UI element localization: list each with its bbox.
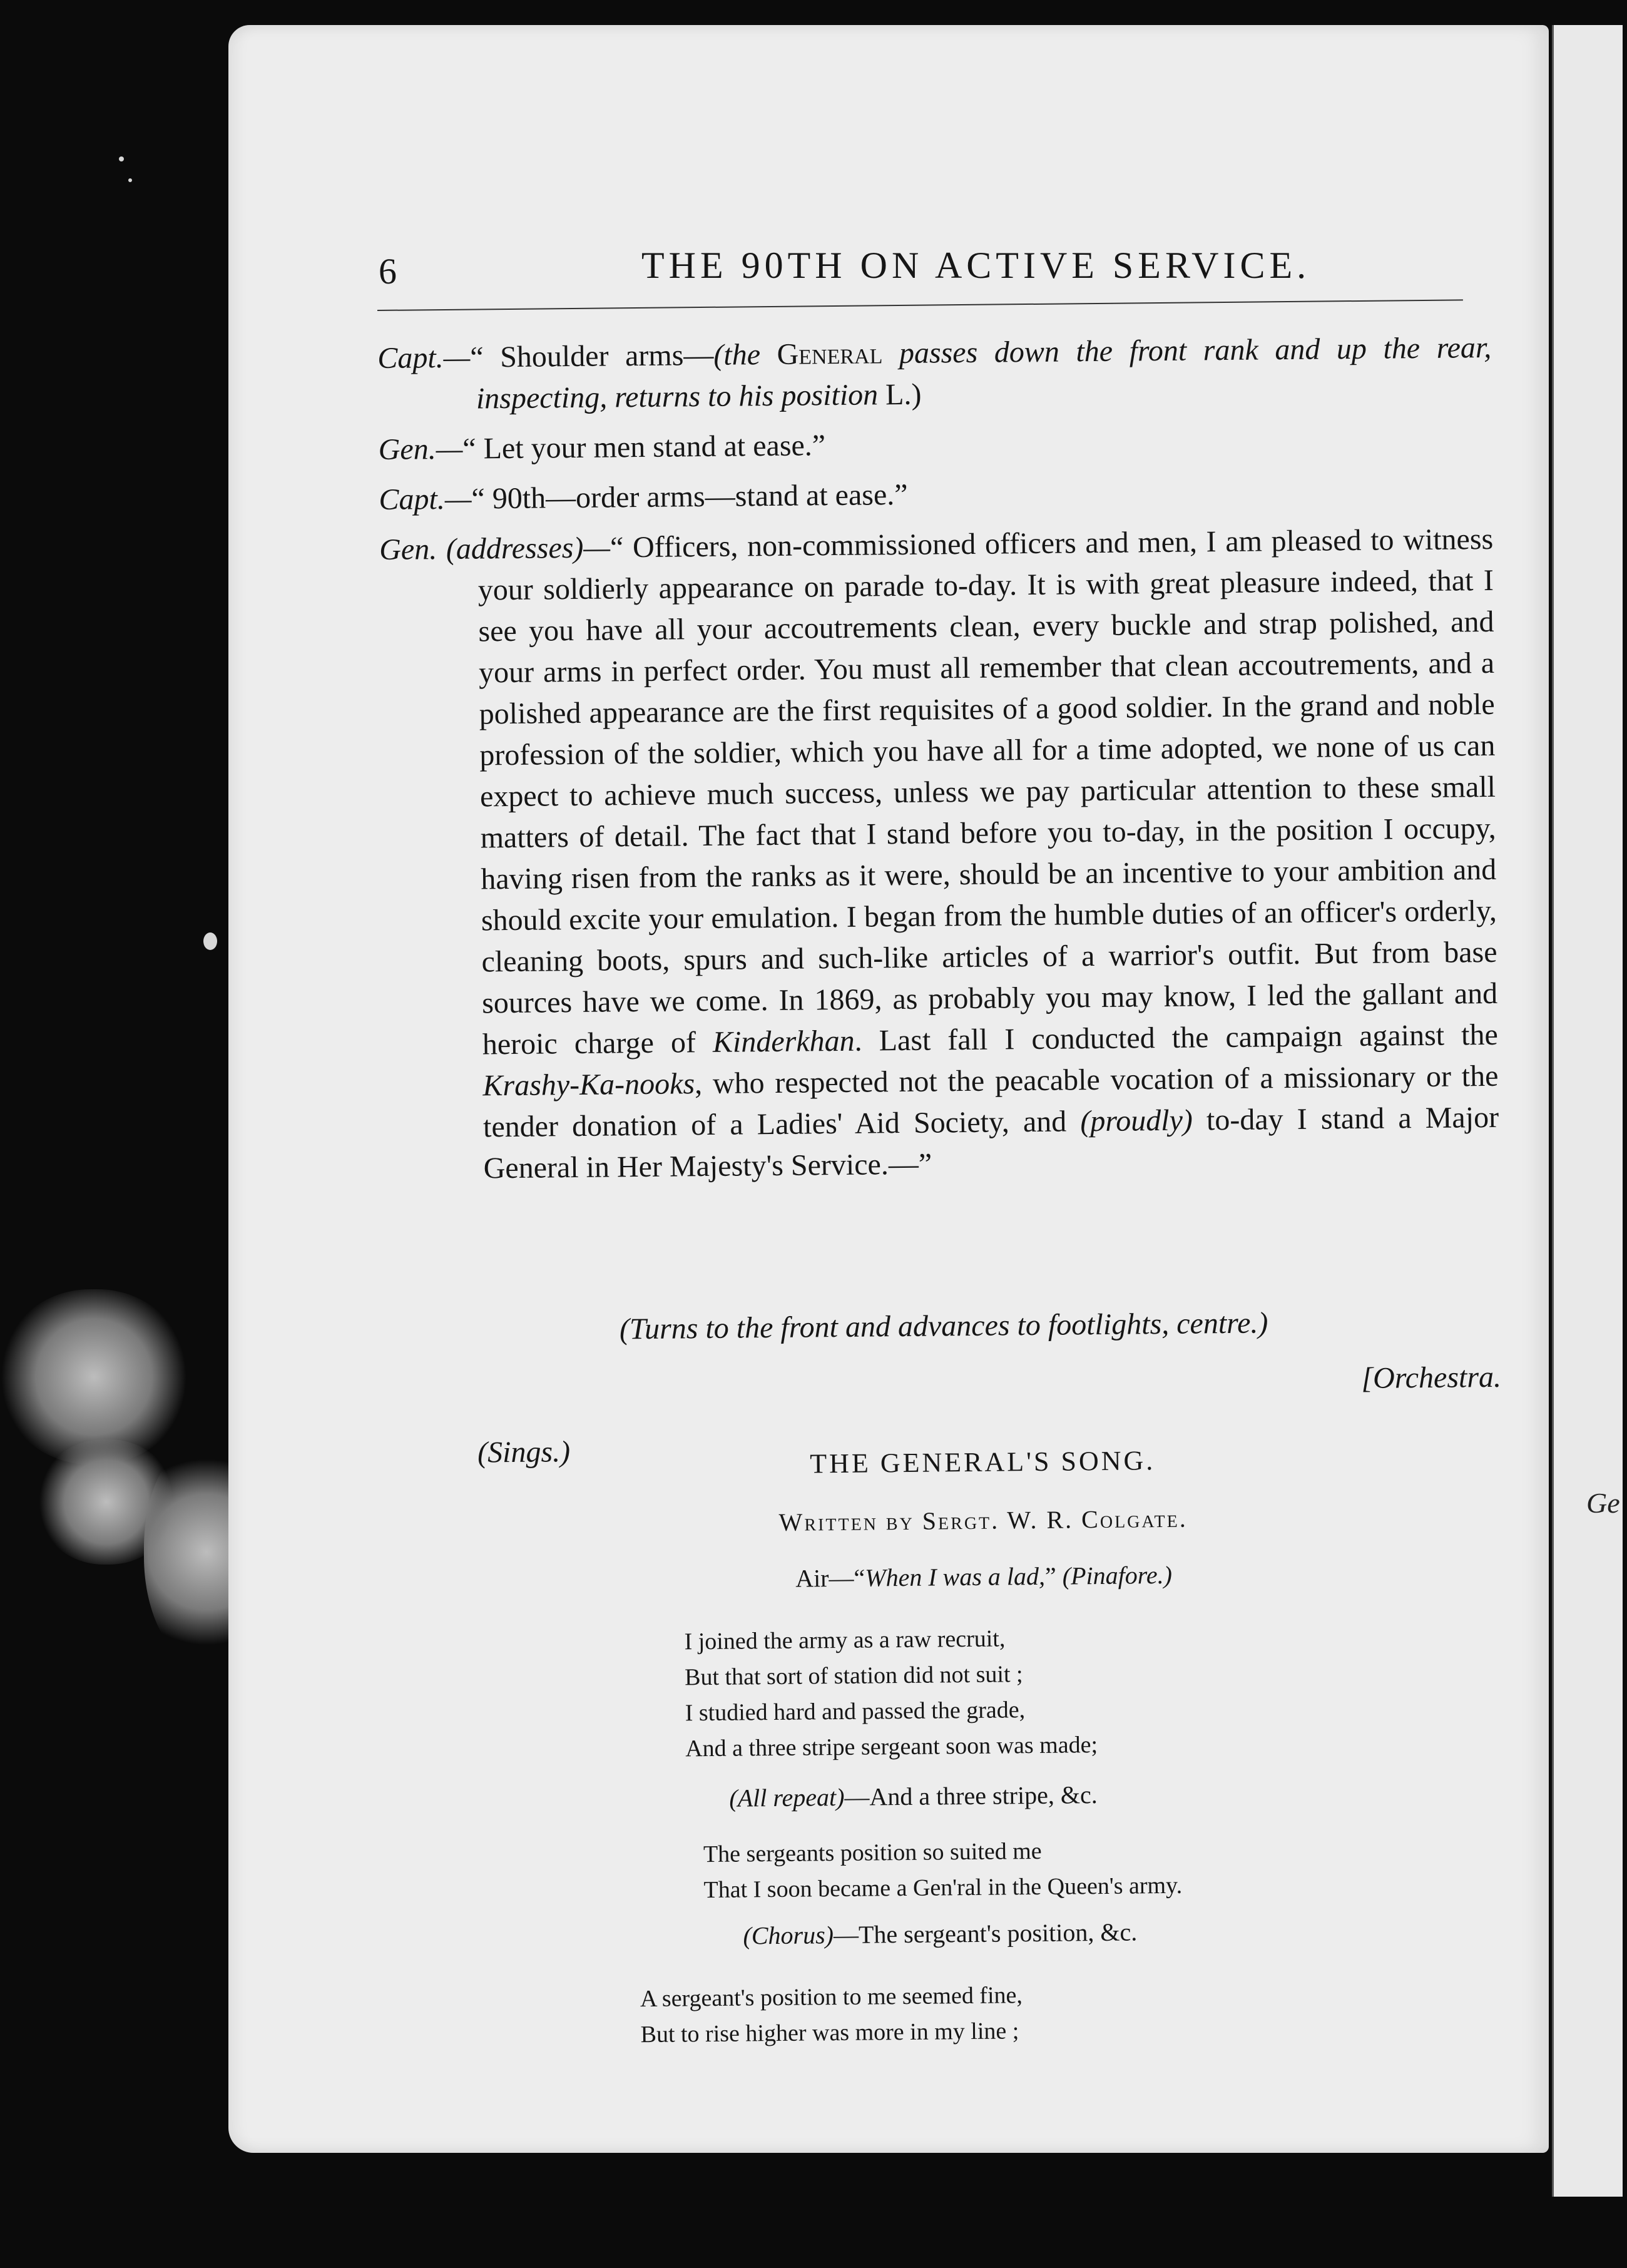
stage-direction-centered: (Turns to the front and advances to footlights, centre.) [619,1306,1268,1346]
stage-direction: (the [713,337,777,372]
verse-line: And a three stripe sergeant soon was made; [685,1732,1098,1762]
verse-line: The sergeants position so suited me [703,1837,1042,1868]
air-title: When I was a lad, [865,1561,1046,1592]
air-suffix: ” [1044,1561,1063,1590]
adjacent-page-edge [1552,25,1623,2197]
running-head: THE 90TH ON ACTIVE SERVICE. [641,245,1311,286]
body-text [377,327,1502,2048]
paper-speck [119,156,124,161]
sings-cue: (Sings.) [477,1435,571,1469]
verse-line: I joined the army as a raw recruit, [684,1625,1006,1655]
speech-text: to-day I stand a Major General in Her Majesty's Service.—” [483,1100,1499,1185]
repeat-label: (All repeat) [729,1782,845,1812]
verse-line: That I soon became a Gen'ral in the Queen's army. [703,1872,1183,1904]
verse-line: I studied hard and passed the grade, [685,1697,1026,1727]
paper-speck [128,178,132,182]
paper-speck [203,932,217,950]
song-title: THE GENERAL'S SONG. [810,1445,1156,1479]
speech-text: , who respected not the peacable vocation of a missionary or the tender donation of a Ladies' Aid Society, and [482,1059,1499,1144]
book-page [228,25,1549,2153]
stage-direction: passes down the front rank and up the rear, inspecting, returns to his position [476,330,1492,416]
song-verse [684,1620,1098,1767]
dialogue-text: “ Shoulder arms— [470,338,714,374]
chorus-cue [743,1917,1137,1950]
dialogue-line [378,419,1492,471]
stage-direction: (proudly) [1080,1103,1193,1138]
place-name: Kinderkhan [712,1024,855,1059]
song-verse [640,1978,1023,2053]
verse-line: A sergeant's position to me seemed fine, [640,1982,1023,2013]
dialogue-speech [379,519,1499,1190]
dialogue-text: “ 90th—order arms—stand at ease.” [471,478,908,516]
adjacent-page-fragment: Ge [1586,1487,1620,1519]
repeat-text: —And a three stripe, &c. [844,1780,1098,1811]
speaker-label: Capt.— [377,340,471,375]
chorus-text: —The sergeant's position, &c. [833,1918,1138,1949]
orchestra-cue: [Orchestra. [1361,1360,1502,1395]
chorus-label: (Chorus) [743,1921,834,1950]
speech-text: . Last fall I conducted the campaign against the [854,1018,1499,1058]
speaker-label: Gen. [379,533,437,566]
paper-damage-blotch [0,1289,188,1464]
verse-line: But that sort of station did not suit ; [684,1661,1023,1691]
speech-text: “ Officers, non-commissioned officers and men, I am pleased to witness your soldierly appearance on parade to-day. It is with great pleasure indeed, that I see you have all your accoutrements clean, every buckle and strap polished, and your arms in perfect order. You must all remember that clean accoutrements, and a polished appearance are the first requisites of a good soldier. In the grand and noble profession of the soldier, which you have all for a time adopted, we none of us can expect to achieve much success, unless we pay particular attention to these small matters of detail. The fact that I stand before you to-day, in the position I occupy, having risen from the ranks as it were, should be an incentive to your ambition and should excite your emulation. I began from the humble duties of an officer's orderly, cleaning boots, spurs and such-like articles of a warrior's outfit. But from base sources have we come. In 1869, as probably you may know, I led the gallant and heroic charge of [477,522,1498,1061]
song-verse [703,1832,1183,1908]
header-rule [377,299,1463,311]
verse-line: But to rise higher was more in my line ; [640,2018,1019,2048]
song-air [389,1557,1503,1597]
stage-direction-smallcaps: General [777,337,883,371]
air-source: (Pinafore.) [1062,1560,1173,1590]
paper-damage-blotch [38,1439,175,1565]
repeat-cue [729,1780,1098,1813]
dialogue-line [379,469,1493,521]
dialogue-line [377,327,1492,421]
air-prefix: Air—“ [795,1563,865,1593]
page-number: 6 [379,251,397,292]
stage-direction: (addresses)— [446,531,611,566]
stage-direction-end: L.) [877,377,922,412]
song-author: Written by Sergt. W. R. Colgate. [778,1504,1188,1536]
tribe-name: Krashy-Ka-nooks [482,1067,695,1103]
dialogue-text: “ Let your men stand at ease.” [462,429,826,466]
speaker-label: Capt.— [379,482,472,516]
speaker-label: Gen.— [378,432,463,466]
